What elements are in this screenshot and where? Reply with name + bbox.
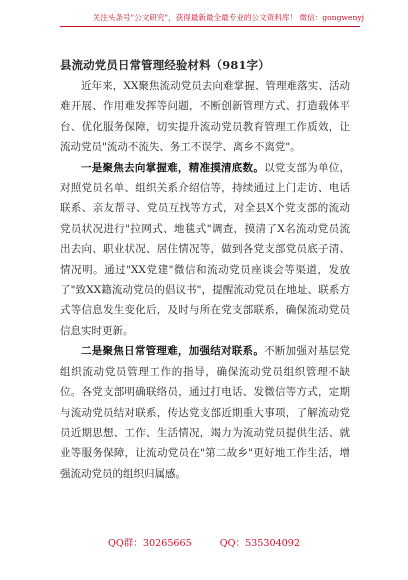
document-title: 县流动党员日常管理经验材料（981字） [60,58,270,72]
paragraph-section-1 [60,158,350,342]
header-divider [60,26,360,27]
paragraph-lead: 一是聚焦去向掌握难，精准摸清底数。 [81,161,265,174]
paragraph-text: 不断加强对基层党组织流动党员管理工作的指导，确保流动党员组织管理不缺位。各党支部明确联络员，通过打电话、发微信等方式，定期与流动党员结对联系，传达党支部近期重大事项，了解流动党员近期思想、工作、生活情况，竭力为流动党员提供生活、就业等服务保障，让流动党员在"第二故乡"更好地工作生活，增强流动党员的组织归属感。 [60,345,351,480]
paragraph-text: 近年来，XX聚焦流动党员去向难掌握、管理难落实、活动难开展、作用难发挥等问题，不断创新管理方式、打造载体平台、优化服务保障，切实提升流动党员教育管理工作质效，让流动党员"流动不流失、务工不误学、离乡不离党"。 [60,80,350,154]
footer-qq-group: QQ群：30265665 [107,538,192,549]
footer-contact [0,535,408,549]
paragraph-lead: 二是聚焦日常管理难，加强结对联系。 [81,345,265,358]
document-body [60,76,350,484]
paragraph-section-2 [60,341,350,484]
footer-qq: QQ：535304092 [219,538,300,549]
paragraph-intro [60,76,350,158]
header-banner: 关注头条号"公文研究"，获得最新最全最专业的公文资料库！ 微信：gongwenyj [92,13,364,22]
paragraph-text: 以党支部为单位，对照党员名单、组织关系介绍信等，持续通过上门走访、电话联系、亲友帮寻、党员互找等方式，对全县X个党支部的流动党员状况进行"拉网式、地毯式"调查，摸清了X名流动党员流出去向、职业状况、居住情况等，做到各党支部党员底子清、情况明。通过"XX党建"微信和流动党员座谈会等渠道，发放了"致XX籍流动党员的倡议书"，提醒流动党员在地址、联系方式等信息发生变化后，及时与所在党支部联系，确保流动党员信息实时更新。 [60,161,351,337]
